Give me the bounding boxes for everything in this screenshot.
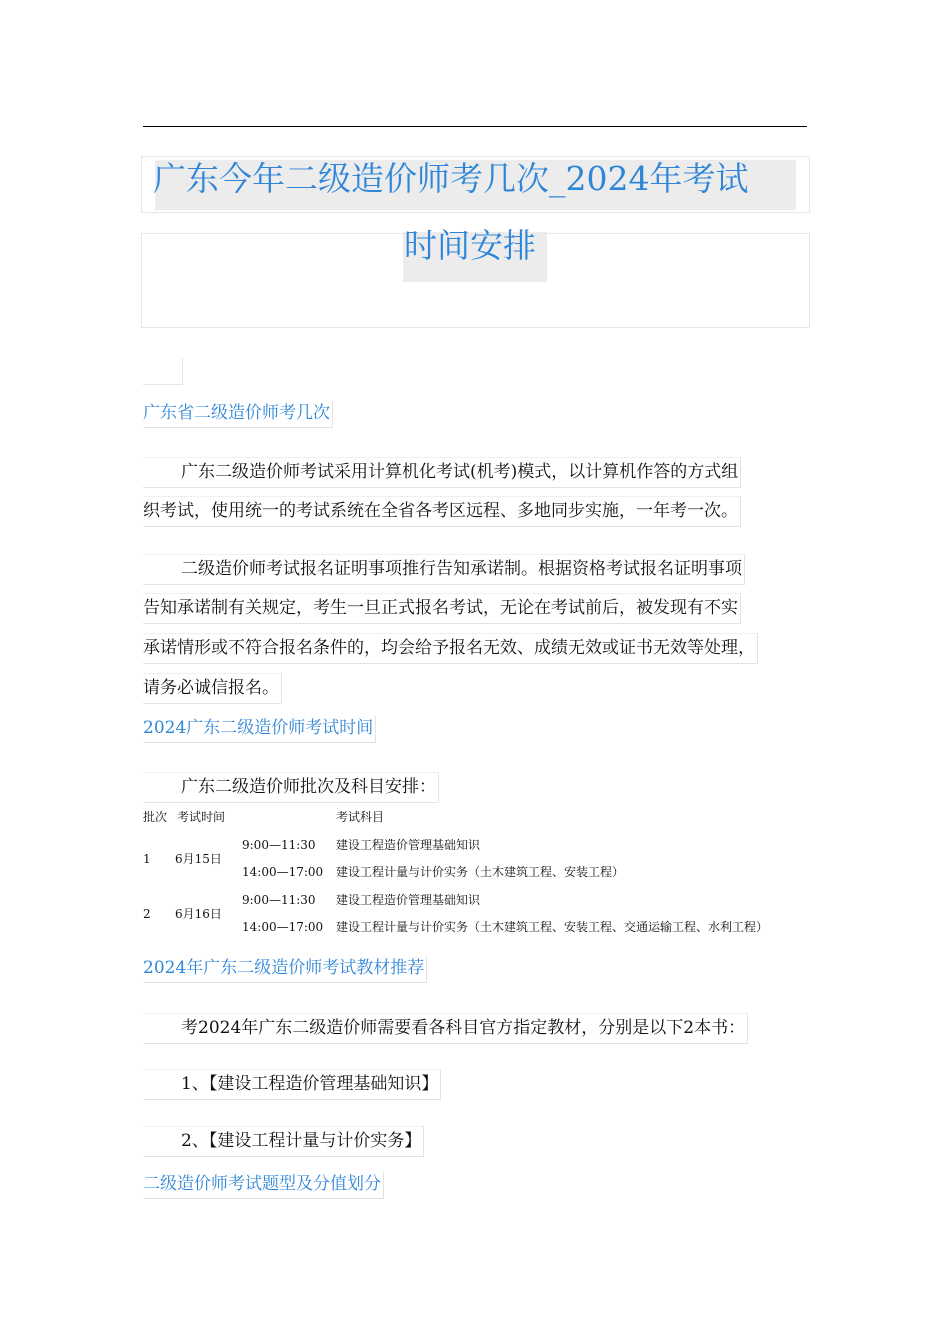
table-cell-date: 6月16日 — [175, 907, 222, 921]
table-cell-time: 9:00—11:30 — [242, 893, 316, 907]
table-cell-time: 14:00—17:00 — [242, 865, 324, 879]
paragraph-line: 承诺情形或不符合报名条件的，均会给予报名无效、成绩无效或证书无效等处理， — [143, 633, 758, 664]
table-cell-time: 14:00—17:00 — [242, 920, 324, 934]
paragraph-line: 广东二级造价师考试采用计算机化考试(机考)模式，以计算机作答的方式组 — [143, 457, 741, 488]
document-title-line1: 广东今年二级造价师考几次_2024年考试 — [153, 159, 749, 198]
table-cell-date: 6月15日 — [175, 852, 222, 866]
table-header-time: 考试时间 — [177, 810, 226, 824]
table-cell-subject: 建设工程造价管理基础知识 — [336, 893, 481, 907]
paragraph-line: 考2024年广东二级造价师需要看各科目官方指定教材，分别是以下2本书： — [143, 1013, 748, 1044]
table-cell-subject: 建设工程计量与计价实务（土木建筑工程、安装工程、交通运输工程、水利工程） — [336, 920, 769, 934]
paragraph-line: 告知承诺制有关规定，考生一旦正式报名考试，无论在考试前后，被发现有不实 — [143, 593, 741, 624]
table-cell-subject: 建设工程造价管理基础知识 — [336, 838, 481, 852]
section-heading: 二级造价师考试题型及分值划分 — [143, 1172, 384, 1199]
table-cell-batch: 1 — [143, 852, 151, 866]
empty-frame — [143, 358, 183, 385]
section-heading: 2024年广东二级造价师考试教材推荐 — [143, 956, 427, 983]
section-heading: 2024广东二级造价师考试时间 — [143, 716, 376, 743]
top-rule — [143, 126, 807, 127]
paragraph-line: 请务必诚信报名。 — [143, 673, 282, 704]
paragraph-line: 二级造价师考试报名证明事项推行告知承诺制。根据资格考试报名证明事项 — [143, 554, 745, 585]
table-header-batch: 批次 — [143, 810, 168, 824]
list-item: 2、【建设工程计量与计价实务】 — [143, 1126, 424, 1157]
paragraph-line: 织考试，使用统一的考试系统在全省各考区远程、多地同步实施，一年考一次。 — [143, 496, 741, 527]
table-cell-subject: 建设工程计量与计价实务（土木建筑工程、安装工程） — [336, 865, 625, 879]
paragraph-line: 广东二级造价师批次及科目安排： — [143, 772, 439, 803]
table-cell-time: 9:00—11:30 — [242, 838, 316, 852]
list-item: 1、【建设工程造价管理基础知识】 — [143, 1069, 441, 1100]
document-title-line2: 时间安排 — [404, 226, 536, 265]
section-heading: 广东省二级造价师考几次 — [143, 401, 333, 428]
table-cell-batch: 2 — [143, 907, 151, 921]
table-header-subject: 考试科目 — [336, 810, 385, 824]
